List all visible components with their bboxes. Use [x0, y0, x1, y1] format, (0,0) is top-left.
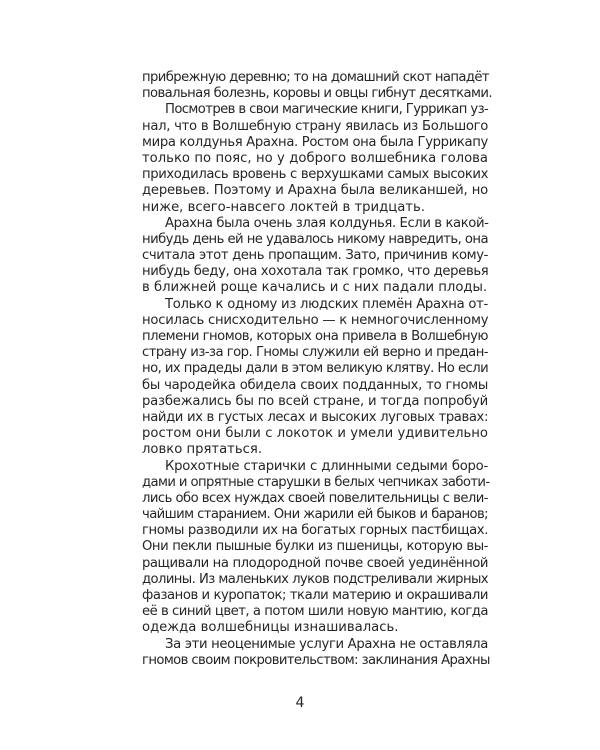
text-line: долины. Из маленьких луков подстреливали жирных	[142, 571, 488, 587]
page-text	[142, 70, 492, 669]
text-line: страну из-за гор. Гномы служили ей верно и предан-	[142, 345, 488, 361]
text-line: приходилась вровень с верхушками самых высоких	[142, 167, 488, 183]
text-line: фазанов и куропаток; ткали материю и окрашивали	[142, 588, 488, 603]
paragraph	[142, 459, 488, 637]
text-line: гномов своим покровительством: заклинания Арахны	[142, 652, 490, 668]
text-line: нибудь беду, она хохотала так громко, что деревья	[142, 264, 489, 280]
text-line: мира колдунья Арахна. Ростом она была Гуррикапу	[142, 134, 488, 150]
text-line: лись обо всех нуждах своей повелительницы с вели-	[142, 490, 488, 506]
text-line: одежда волшебницы изнашивалась.	[142, 620, 399, 636]
text-line: Они пекли пышные булки из пшеницы, которую вы-	[142, 539, 488, 555]
text-line: Посмотрев в свои магические книги, Гуррикап уз-	[165, 102, 489, 118]
text-line: ниже, всего-навсего локтей в тридцать.	[142, 199, 425, 215]
text-line: нал, что в Волшебную страну явилась из Большого	[142, 118, 488, 134]
paragraph	[142, 70, 492, 102]
text-line: нибудь день ей не удавалось никому навредить, она	[142, 231, 488, 247]
text-line: Только к одному из людских племён Арахна от-	[165, 296, 488, 312]
paragraph	[142, 102, 488, 215]
page-number: 4	[295, 695, 305, 711]
text-line: дами и опрятные старушки в белых чепчиках заботи-	[142, 474, 490, 490]
text-line: только по пояс, но у доброго волшебника голова	[142, 150, 488, 166]
text-line: гномы разводили их на богатых горных пастбищах.	[142, 523, 488, 539]
text-line: считала этот день пропащим. Зато, причинив кому-	[142, 248, 488, 264]
text-line: племени гномов, которых она привела в Волшебную	[142, 329, 488, 344]
text-line: бы чародейка обидела своих подданных, то гномы	[142, 377, 488, 393]
text-line: прибрежную деревню; то на домашний скот нападёт	[142, 70, 489, 85]
text-line: повальная болезнь, коровы и овцы гибнут десятками.	[142, 86, 492, 102]
text-line: её в синий цвет, а потом шили новую мантию, когда	[142, 604, 488, 620]
text-line: ловко прятаться.	[142, 442, 263, 458]
text-line: чайшим старанием. Они жарили ей быков и баранов;	[142, 507, 488, 523]
paragraph	[142, 637, 488, 669]
text-line: разбежались бы по всей стране, и тогда попробуй	[142, 393, 488, 409]
text-line: но, их прадеды дали в этом великую клятву. Но если	[142, 361, 489, 377]
text-line: в ближней роще качались и с них падали плоды.	[142, 280, 488, 296]
text-line: деревьев. Поэтому и Арахна была великаншей, но	[142, 183, 488, 199]
paragraph	[142, 216, 488, 297]
text-line: носилась снисходительно — к немногочисленному	[142, 312, 489, 328]
text-line: Арахна была очень злая колдунья. Если в какой-	[165, 215, 489, 231]
paragraph	[142, 297, 488, 459]
text-line: За эти неоценимые услуги Арахна не оставляла	[165, 636, 488, 652]
text-line: ращивали на плодородной почве своей уединённой	[142, 555, 488, 571]
text-line: ростом они были с локоток и умели удивительно	[142, 426, 488, 442]
text-line: Крохотные старички с длинными седыми боро-	[165, 458, 488, 474]
text-line: найди их в густых лесах и высоких луговых травах:	[142, 409, 488, 425]
